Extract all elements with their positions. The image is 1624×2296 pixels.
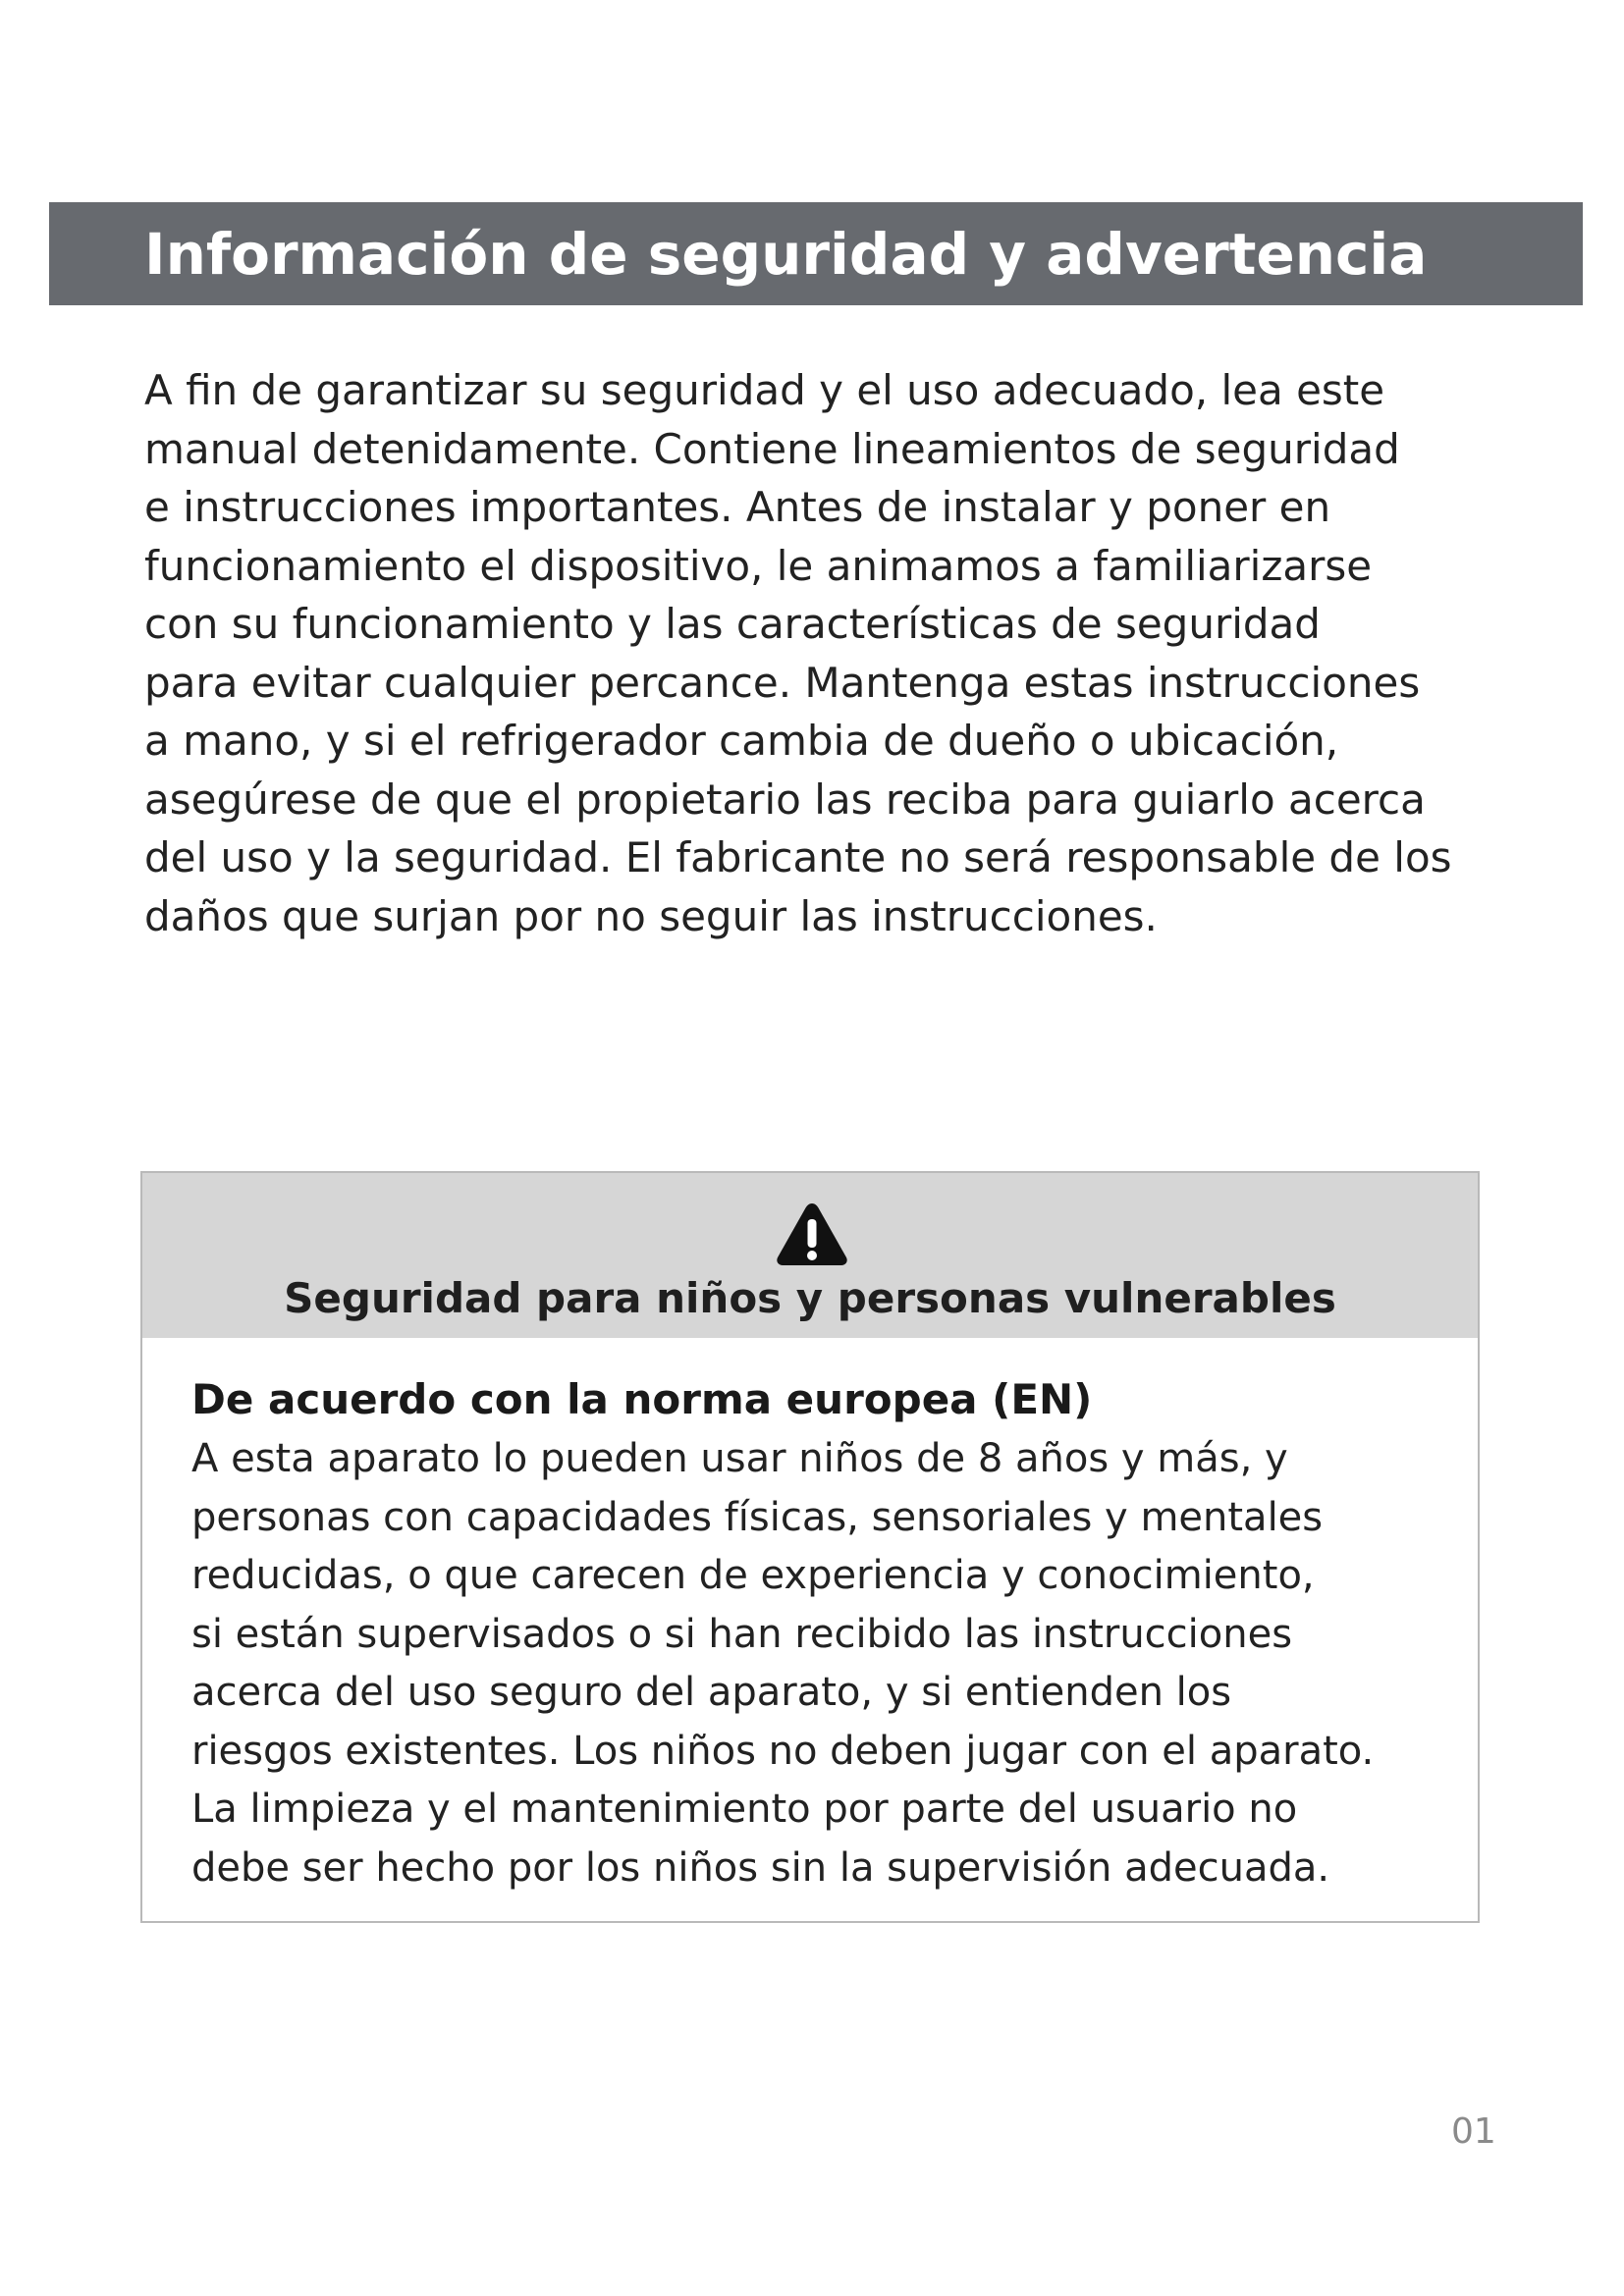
warning-line: si están supervisados o si han recibido las instrucciones <box>191 1611 1293 1657</box>
intro-line: a mano, y si el refrigerador cambia de dueño o ubicación, <box>144 717 1339 765</box>
warning-title: Seguridad para niños y personas vulnerables <box>284 1274 1336 1322</box>
intro-paragraph <box>144 361 1529 945</box>
warning-triangle-icon <box>775 1201 849 1267</box>
warning-subtitle: De acuerdo con la norma europea (EN) <box>191 1375 1093 1423</box>
page-number: 01 <box>1451 2111 1496 2152</box>
intro-line: funcionamiento el dispositivo, le animamos a familiarizarse <box>144 541 1373 590</box>
warning-box <box>140 1171 1480 1923</box>
intro-line: daños que surjan por no seguir las instrucciones. <box>144 891 1158 940</box>
intro-line: para evitar cualquier percance. Mantenga estas instrucciones <box>144 658 1421 707</box>
warning-line: personas con capacidades físicas, sensoriales y mentales <box>191 1494 1324 1540</box>
section-header-bar <box>49 202 1583 305</box>
intro-line: e instrucciones importantes. Antes de instalar y poner en <box>144 483 1331 531</box>
warning-line: acerca del uso seguro del aparato, y si entienden los <box>191 1670 1232 1715</box>
warning-header <box>142 1173 1478 1338</box>
intro-line: asegúrese de que el propietario las reciba para guiarlo acerca <box>144 774 1426 824</box>
intro-line: A fin de garantizar su seguridad y el uso adecuado, lea este <box>144 366 1385 414</box>
warning-line: La limpieza y el mantenimiento por parte del usuario no <box>191 1787 1298 1832</box>
warning-line: riesgos existentes. Los niños no deben jugar con el aparato. <box>191 1728 1375 1774</box>
warning-body <box>191 1369 1468 1897</box>
intro-line: manual detenidamente. Contiene lineamientos de seguridad <box>144 424 1400 473</box>
intro-line: del uso y la seguridad. El fabricante no será responsable de los <box>144 833 1452 881</box>
warning-line: debe ser hecho por los niños sin la supervisión adecuada. <box>191 1844 1330 1891</box>
intro-line: con su funcionamiento y las características de seguridad <box>144 600 1321 648</box>
warning-line: reducidas, o que carecen de experiencia y conocimiento, <box>191 1553 1315 1598</box>
warning-line: A esta aparato lo pueden usar niños de 8 años y más, y <box>191 1436 1288 1481</box>
page-title: Información de seguridad y advertencia <box>144 221 1428 288</box>
